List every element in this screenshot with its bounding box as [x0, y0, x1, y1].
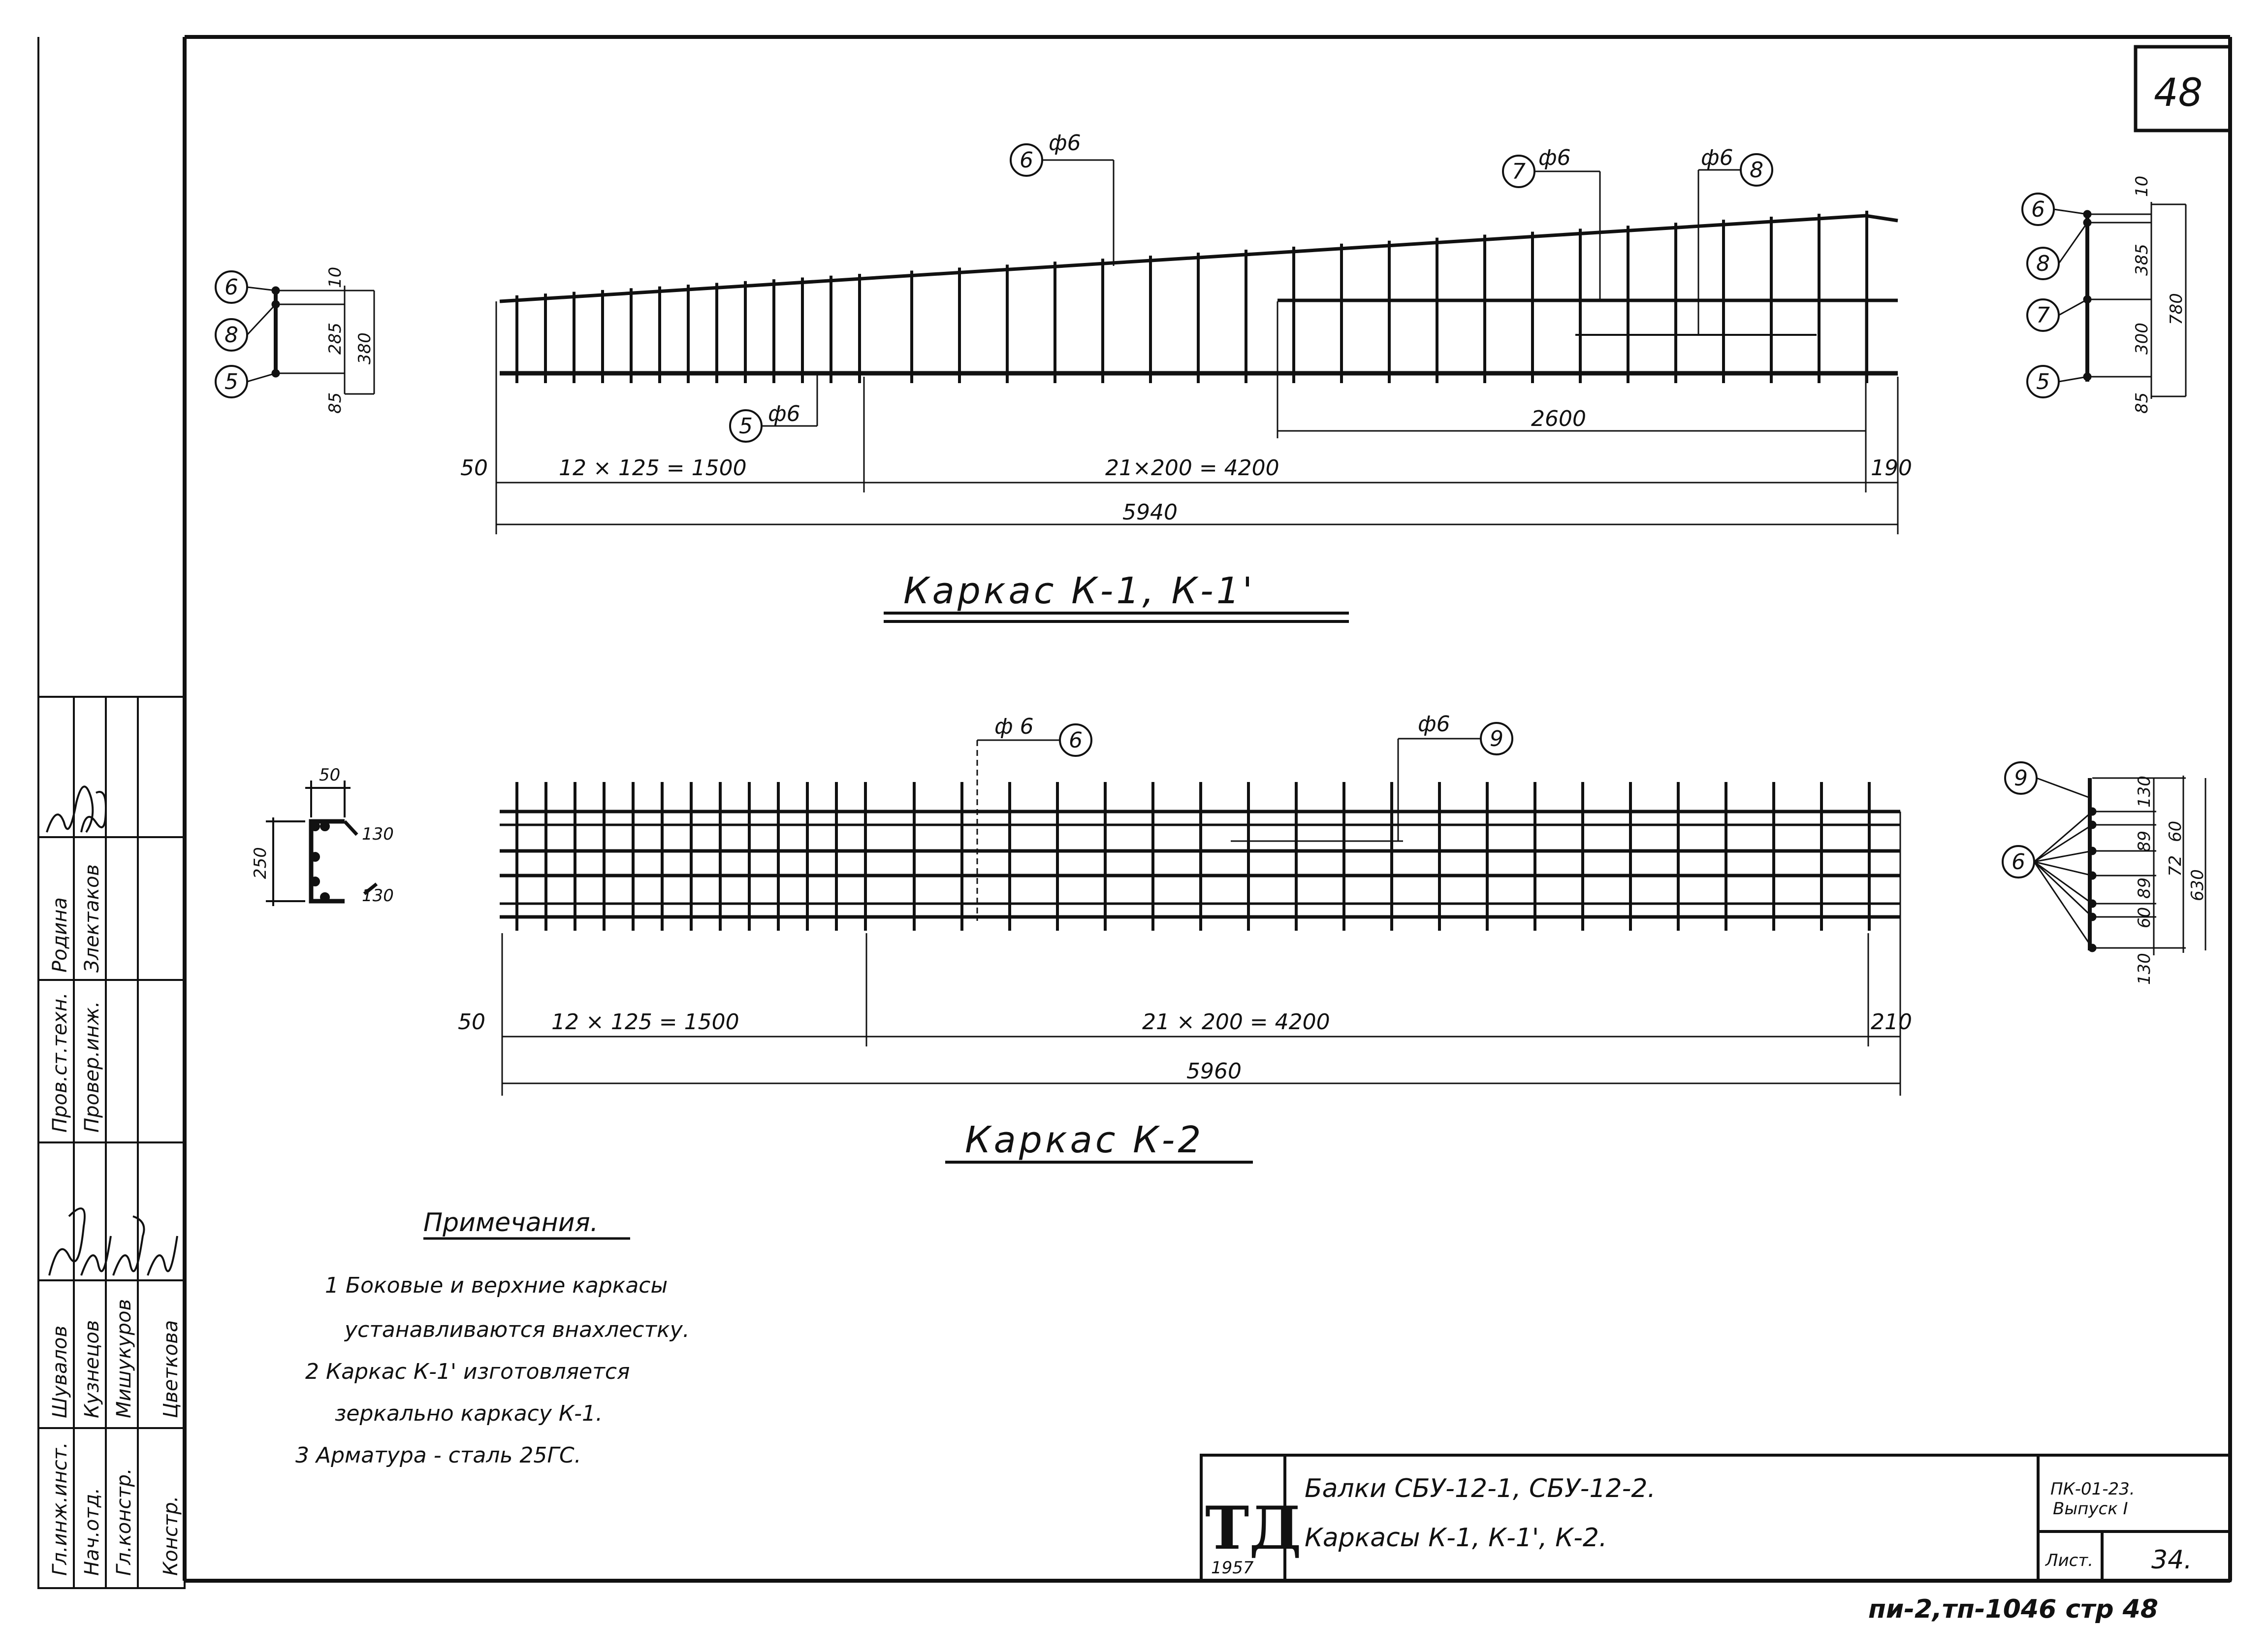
k1-callout-5-num: 5 [739, 414, 753, 439]
note-line: зеркально каркасу К-1. [335, 1401, 603, 1426]
k2-right-dim: 130 [2135, 776, 2154, 808]
k1-callout-7-num: 7 [1512, 159, 1526, 184]
k1-right-mark: 7 [2036, 303, 2050, 328]
k1-dim-total: 5940 [1122, 500, 1178, 525]
note-line: 2 Каркас К-1' изготовляется [305, 1359, 630, 1384]
k1-callout-5-dia: ф6 [768, 401, 800, 426]
k1-left-dim: 285 [325, 323, 345, 355]
title-logo: ТД [1205, 1494, 1302, 1563]
cage-k1-title: Каркас К-1, К-1' [903, 570, 1256, 612]
k1-right-mark: 6 [2031, 197, 2045, 222]
k2-right-dim: 130 [2135, 953, 2154, 985]
k1-dim-left-end: 50 [460, 456, 488, 481]
k1-right-section [2022, 194, 2186, 399]
title-sheet-number: 34. [2151, 1545, 2192, 1575]
k1-right-dim: 780 [2167, 293, 2186, 325]
stamp-role: Гл.констр. [113, 1468, 135, 1576]
k1-dim-span1: 12 × 125 = 1500 [559, 456, 747, 481]
k2-callout-6-dia: ф 6 [994, 714, 1034, 739]
cage-k1-stirrups [517, 211, 1867, 383]
stamp-name: Злектаков [81, 864, 103, 973]
k2-dim-span2: 21 × 200 = 4200 [1142, 1009, 1330, 1035]
k2-left-dim: 130 [362, 824, 394, 844]
stamp-name: Цветкова [160, 1320, 182, 1418]
k1-callout-8-dia: ф6 [1701, 145, 1733, 170]
k1-left-dim: 10 [325, 266, 345, 288]
stamp-role: Нач.отд. [81, 1487, 103, 1576]
k2-right-dim: 60 [2135, 907, 2154, 928]
k1-left-mark: 8 [224, 323, 238, 348]
note-line: 1 Боковые и верхние каркасы [325, 1273, 668, 1298]
k1-callout-8-num: 8 [1750, 158, 1763, 183]
k2-right-dim: 60 [2166, 820, 2185, 842]
k1-left-dim: 380 [355, 332, 375, 364]
title-issue: Выпуск I [2053, 1499, 2128, 1519]
k1-right-mark: 5 [2036, 369, 2050, 394]
k2-left-dim: 250 [251, 847, 270, 879]
stamp-name: Шувалов [49, 1325, 71, 1418]
k2-dim-span1: 12 × 125 = 1500 [551, 1009, 739, 1035]
k2-callout-9-dia: ф6 [1418, 712, 1450, 737]
k2-callout-9-num: 9 [1490, 726, 1503, 751]
k1-left-dim: 85 [325, 392, 345, 414]
cage-k2-stirrups [517, 782, 1869, 931]
title-year: 1957 [1211, 1558, 1254, 1578]
stamp-role: Гл.инж.инст. [49, 1442, 71, 1576]
title-sheet-label: Лист. [2045, 1551, 2093, 1570]
k1-right-dim: 300 [2132, 323, 2152, 355]
k2-right-section [2003, 762, 2186, 955]
stamp-name: Мишукуров [113, 1299, 135, 1418]
k2-left-dim: 130 [362, 886, 394, 906]
bar-6-top-inclined [500, 216, 1866, 301]
k1-callout-6-dia: ф6 [1049, 130, 1081, 156]
k2-callout-6-num: 6 [1069, 728, 1083, 753]
sheet-footer: пи-2,тп-1046 стр 48 [1868, 1595, 2159, 1624]
k1-dim-upper-bar: 2600 [1531, 406, 1586, 431]
title-series: ПК-01-23. [2050, 1479, 2135, 1499]
k2-dim-right-end: 210 [1871, 1009, 1912, 1035]
notes-heading: Примечания. [423, 1208, 599, 1237]
stamp-name: Родина [49, 897, 71, 973]
k2-dim-left-end: 50 [458, 1009, 485, 1035]
sheet-number: 48 [2154, 71, 2203, 115]
k2-dim-total: 5960 [1186, 1059, 1242, 1084]
k1-right-dim: 385 [2132, 244, 2152, 276]
k2-right-dim: 72 [2166, 855, 2185, 877]
k1-right-dim: 10 [2132, 175, 2152, 197]
k2-right-dim: 630 [2188, 869, 2207, 901]
k2-right-dim: 89 [2135, 830, 2154, 852]
k1-callout-7-dia: ф6 [1538, 145, 1571, 170]
stamp-name: Кузнецов [81, 1320, 103, 1418]
k1-callout-6-num: 6 [1020, 148, 1033, 173]
title-line-1: Балки СБУ-12-1, СБУ-12-2. [1305, 1474, 1656, 1503]
title-line-2: Каркасы К-1, К-1', К-2. [1305, 1523, 1607, 1553]
k1-dim-span2: 21×200 = 4200 [1105, 456, 1279, 481]
stamp-role: Констр. [160, 1496, 182, 1576]
k2-right-mark: 6 [2012, 849, 2025, 875]
k1-left-mark: 6 [224, 275, 238, 300]
cage-k1-callouts [730, 144, 1772, 442]
k2-left-section [266, 781, 377, 906]
k1-left-section [216, 271, 374, 397]
k1-right-dim: 85 [2132, 392, 2152, 414]
k2-right-dim: 89 [2135, 877, 2154, 899]
note-line: 3 Арматура - сталь 25ГС. [295, 1443, 581, 1468]
k1-dim-right-end: 190 [1871, 456, 1912, 481]
stamp-role: Провер.инж. [81, 1001, 103, 1133]
k2-right-mark: 9 [2014, 766, 2028, 791]
k2-left-dim: 50 [319, 765, 341, 785]
cage-k2-title: Каркас К-2 [965, 1119, 1204, 1161]
note-line: устанавливаются внахлестку. [345, 1317, 690, 1342]
k1-right-mark: 8 [2036, 251, 2050, 276]
stamp-role: Пров.ст.техн. [49, 992, 71, 1133]
k1-left-mark: 5 [224, 369, 238, 394]
stamp-text [49, 864, 182, 1576]
